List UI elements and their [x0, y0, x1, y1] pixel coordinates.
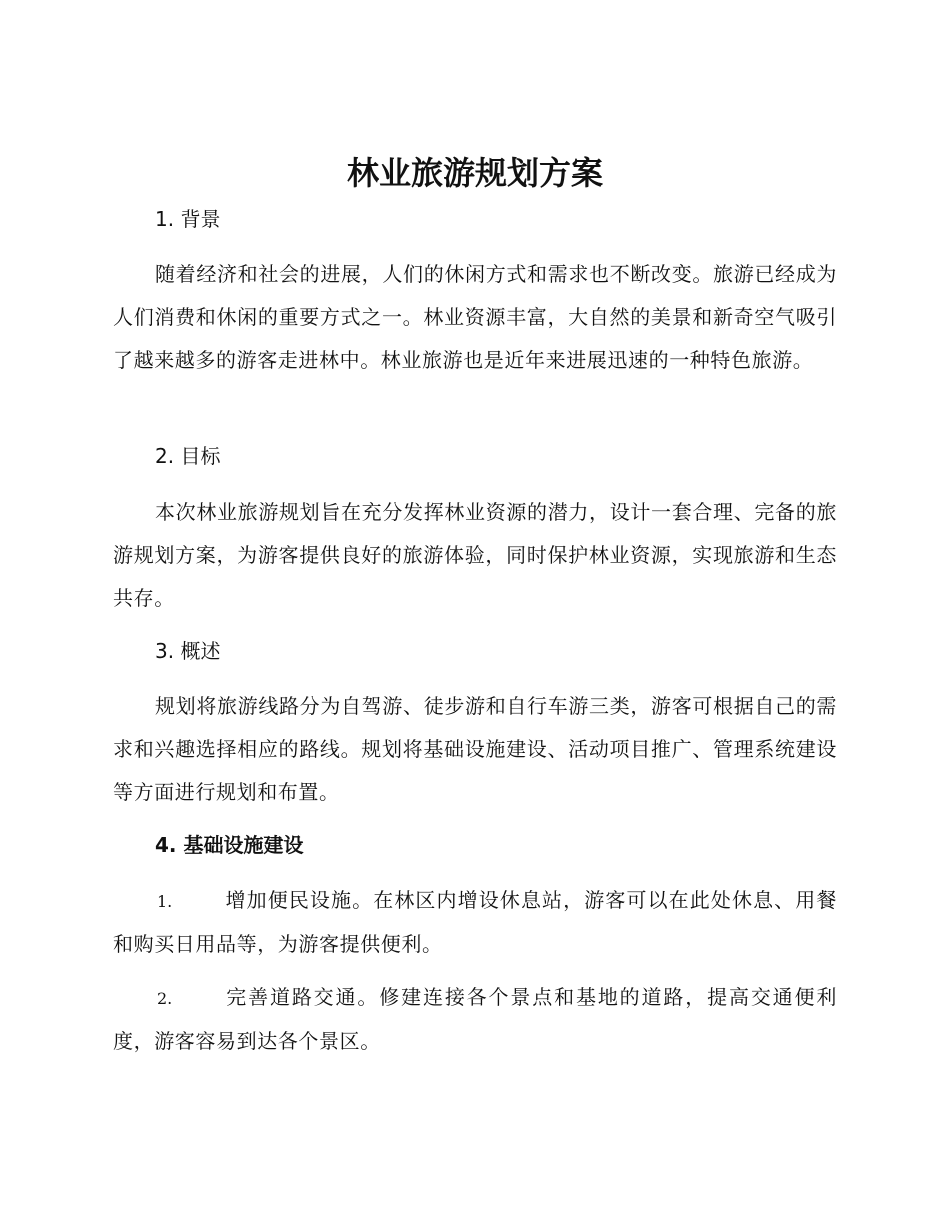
section-heading-goal: 2. 目标: [155, 444, 221, 468]
list-item-number: 2.: [157, 989, 173, 1008]
section-heading-infrastructure: 4. 基础设施建设: [155, 833, 304, 857]
section-heading-overview: 3. 概述: [155, 639, 221, 663]
list-item-number: 1.: [157, 892, 173, 911]
list-item: [113, 879, 837, 966]
list-item-text: 增加便民设施。在林区内增设休息站，游客可以在此处休息、用餐和购买日用品等，为游客提供便利。: [113, 888, 837, 956]
list-item: [113, 976, 837, 1063]
section-body-goal: 本次林业旅游规划旨在充分发挥林业资源的潜力，设计一套合理、完备的旅游规划方案，为游客提供良好的旅游体验，同时保护林业资源，实现旅游和生态共存。: [113, 500, 837, 610]
section-body-overview: 规划将旅游线路分为自驾游、徒步游和自行车游三类，游客可根据自己的需求和兴趣选择相应的路线。规划将基础设施建设、活动项目推广、管理系统建设等方面进行规划和布置。: [113, 694, 837, 804]
list-item-text: 完善道路交通。修建连接各个景点和基地的道路，提高交通便利度，游客容易到达各个景区。: [113, 985, 837, 1053]
section-body-background: 随着经济和社会的进展，人们的休闲方式和需求也不断改变。旅游已经成为人们消费和休闲的重要方式之一。林业资源丰富，大自然的美景和新奇空气吸引了越来越多的游客走进林中。林业旅游也是近年来进展迅速的一种特色旅游。: [113, 262, 837, 372]
document-title: 林业旅游规划方案: [346, 154, 603, 192]
section-heading-background: 1. 背景: [155, 207, 221, 231]
